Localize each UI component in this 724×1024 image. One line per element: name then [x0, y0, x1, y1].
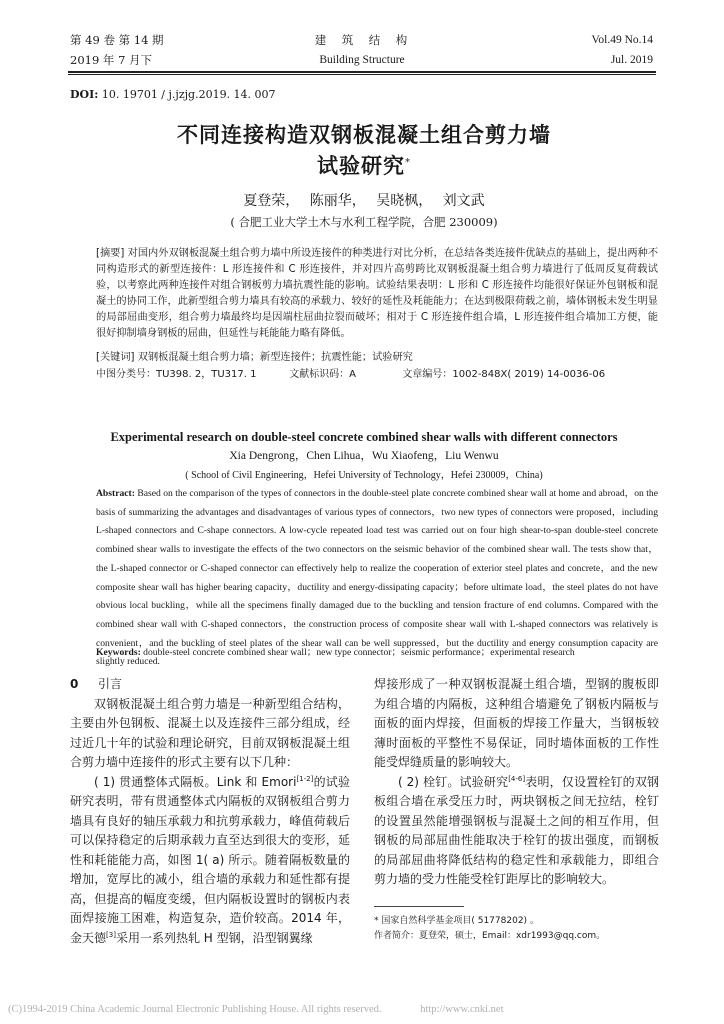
section-title: 引言 — [98, 677, 123, 691]
journal-date: 2019 年 7 月下 — [70, 53, 153, 67]
doi-value: 10. 19701 / j.jzjg.2019. 14. 007 — [101, 88, 276, 101]
keywords-en-text: double-steel concrete combined shear wall；new type connector；seismic performance；experimental research — [143, 647, 575, 658]
right-paragraph-2 — [374, 773, 659, 890]
keywords-cn-label: [关键词] — [96, 352, 135, 363]
abstract-cn-label: [摘要] — [96, 248, 125, 259]
citation-3: [3] — [106, 930, 116, 939]
abstract-en-label: Abstract: — [96, 488, 135, 499]
copyright-text: (C)1994-2019 China Academic Journal Electronic Publishing House. All rights reserved. — [8, 1004, 382, 1015]
right-para2-text-a: ( 2) 栓钉。试验研究 — [398, 774, 509, 789]
keywords-cn-text: 双钢板混凝土组合剪力墙；新型连接件；抗震性能；试验研究 — [137, 352, 413, 363]
cnki-url[interactable]: http://www.cnki.net — [420, 1004, 504, 1015]
abstract-cn-text: 对国内外双钢板混凝土组合剪力墙中所设连接件的种类进行对比分析，在总结各类连接件优缺点的基础上，提出两种不同构造形式的新型连接件：L 形连接件和 C 形连接件，并对四片高剪跨比双钢板混凝土组合剪力墙进行了低周反复荷载试验，以考察此两种连接件对组合钢板剪力墙抗震性能的影响。试验结果表明：L 形和 C 形连接件均能很好保证外包钢板和混凝土的协同工作，此新型组合剪力墙具有较高的承载力、较好的延性及耗能能力；在达到极限荷载之前，墙体钢板未发生明显的局部屈曲变形，组合剪力墙最终均是因端柱屈曲拉裂而破坏；相对于 C 形连接件组合墙，L 形连接件组合墙加工方便，能很好抑制墙身钢板的屈曲，但延性与耗能能力略有降低。 — [96, 248, 659, 340]
section-heading — [70, 675, 350, 695]
classification-line — [96, 365, 605, 380]
para2-text-b: 的试验研究表明，带有贯通整体式内隔板的双钢板组合剪力墙具有良好的轴压承载力和抗剪承载力，峰值荷载后可以保持稳定的后期承载力直至达到很大的变形，延性和耗能能力高，如图 1( a) 所示。随着隔板数量的增加，宽厚比的减小，组合墙的承载力和延性都有提高，但提高的幅度变缓，但内隔板设置时的钢板内表面焊接施工困难，构造复杂，造价较高。2014 年，金天德 — [70, 774, 350, 945]
right-para2-text-b: 表明，仅设置栓钉的双钢板组合墙在承受压力时，两块钢板之间无拉结，栓钉的设置虽然能增强钢板与混凝土之间的相互作用，但钢板的局部屈曲性能取决于栓钉的拔出强度，而钢板的局部屈曲将降低结构的稳定性和承载能力，即组合剪力墙的受力性能受栓钉距厚比的影响较大。 — [374, 774, 659, 886]
journal-name-cn: 建 筑 结 构 — [314, 33, 410, 47]
para2-text-a: ( 1) 贯通整体式隔板。Link 和 Emori — [94, 774, 297, 789]
footnote-rule — [374, 906, 464, 907]
right-paragraph-1: 焊接形成了一种双钢板混凝土组合墙，型钢的腹板即为组合墙的内隔板，这种组合墙避免了钢板内隔板与面板的面内焊接，但面板的焊接工作量大，当钢板较薄时面板的平整性不易保证，同时墙体面板的工作性能受焊缝质量的影响较大。 — [374, 677, 659, 769]
authors-cn: 夏登荣， 陈丽华， 吴晓枫， 刘文武 — [243, 193, 485, 209]
title-en: Experimental research on double-steel concrete combined shear walls with different connectors — [110, 430, 618, 444]
doi-line — [70, 88, 276, 101]
body-right-column — [374, 675, 659, 890]
affiliation-en: ( School of Civil Engineering，Hefei University of Technology，Hefei 230009，China) — [185, 470, 543, 481]
doi-label: DOI: — [70, 88, 99, 101]
clc-number: 中图分类号：TU398. 2，TU317. 1 — [96, 369, 257, 380]
citation-1-2: [1-2] — [296, 774, 314, 783]
document-code: 文献标识码：A — [289, 369, 357, 380]
copyright-footer — [8, 1004, 504, 1015]
journal-vol-no-en: Vol.49 No.14 — [591, 34, 653, 46]
keywords-cn — [96, 348, 413, 363]
title-cn-line1: 不同连接构造双钢板混凝土组合剪力墙 — [177, 123, 551, 147]
footnote-author: 作者简介：夏登荣，硕士，Email：xdr1993@qq.com。 — [374, 931, 606, 941]
intro-paragraph-2 — [70, 773, 350, 949]
header-rule-thin — [68, 74, 656, 75]
title-fund-mark: * — [405, 157, 411, 168]
journal-name-en: Building Structure — [319, 54, 405, 66]
body-left-column — [70, 675, 350, 948]
article-number: 文章编号：1002-848X( 2019) 14-0036-06 — [402, 369, 606, 380]
intro-paragraph-1: 双钢板混凝土组合剪力墙是一种新型组合结构，主要由外包钢板、混凝土以及连接件三部分组成，经过近几十年的试验和理论研究，目前双钢板混凝土组合剪力墙中连接件的形式主要有以下几种： — [70, 696, 350, 769]
abstract-en-text: Based on the comparison of the types of connectors in the double-steel plate concrete combined shear wall at home and abroad，on the basis of summarizing the advantages and disadvantages of various types of connectors，two new types of connectors were proposed，including L-shaped connectors and C-shape connectors. A low-cycle repeated load test was carried out on four high shear-to-span double-steel concrete combined shear walls to investigate the effects of the two connectors on the seismic behavior of the combined shear wall. The tests show that，the L-shaped connector or C-shaped connector can effectively help to realize the cooperation of exterior steel plates and concrete，and the new composite shear wall has higher bearing capacity，ductility and energy-dissipating capacity；before ultimate load，the steel plates do not have obvious local buckling，while all the specimens finally damaged due to the buckling and tension fracture of end columns. Compared with the combined shear wall with C-shaped connectors，the construction process of composite shear wall with L-shaped connectors was relatively is convenient，and the buckling of steel plates of the shear wall can be well suppressed，but the ductility and energy consumption capacity are slightly reduced. — [96, 488, 658, 668]
authors-en: Xia Dengrong，Chen Lihua，Wu Xiaofeng，Liu Wenwu — [229, 450, 499, 462]
affiliation-cn: ( 合肥工业大学土木与水利工程学院，合肥 230009) — [230, 215, 498, 229]
para2-text-c: 采用一系列热轧 H 型钢，沿型钢翼缘 — [115, 930, 313, 945]
abstract-cn — [96, 246, 658, 343]
title-cn-line2-text: 试验研究 — [317, 154, 405, 178]
journal-volume-issue: 第 49 卷 第 14 期 — [70, 33, 164, 47]
keywords-en — [96, 644, 575, 658]
keywords-en-label: Keywords: — [96, 647, 141, 658]
section-number: 0 — [70, 677, 79, 691]
header-rule-thick — [68, 71, 656, 73]
title-cn-line2 — [70, 150, 658, 180]
journal-date-en: Jul. 2019 — [610, 54, 653, 66]
footnote-fund: * 国家自然科学基金项目( 51778202) 。 — [374, 916, 539, 926]
citation-4-6: [4-6] — [508, 774, 526, 783]
